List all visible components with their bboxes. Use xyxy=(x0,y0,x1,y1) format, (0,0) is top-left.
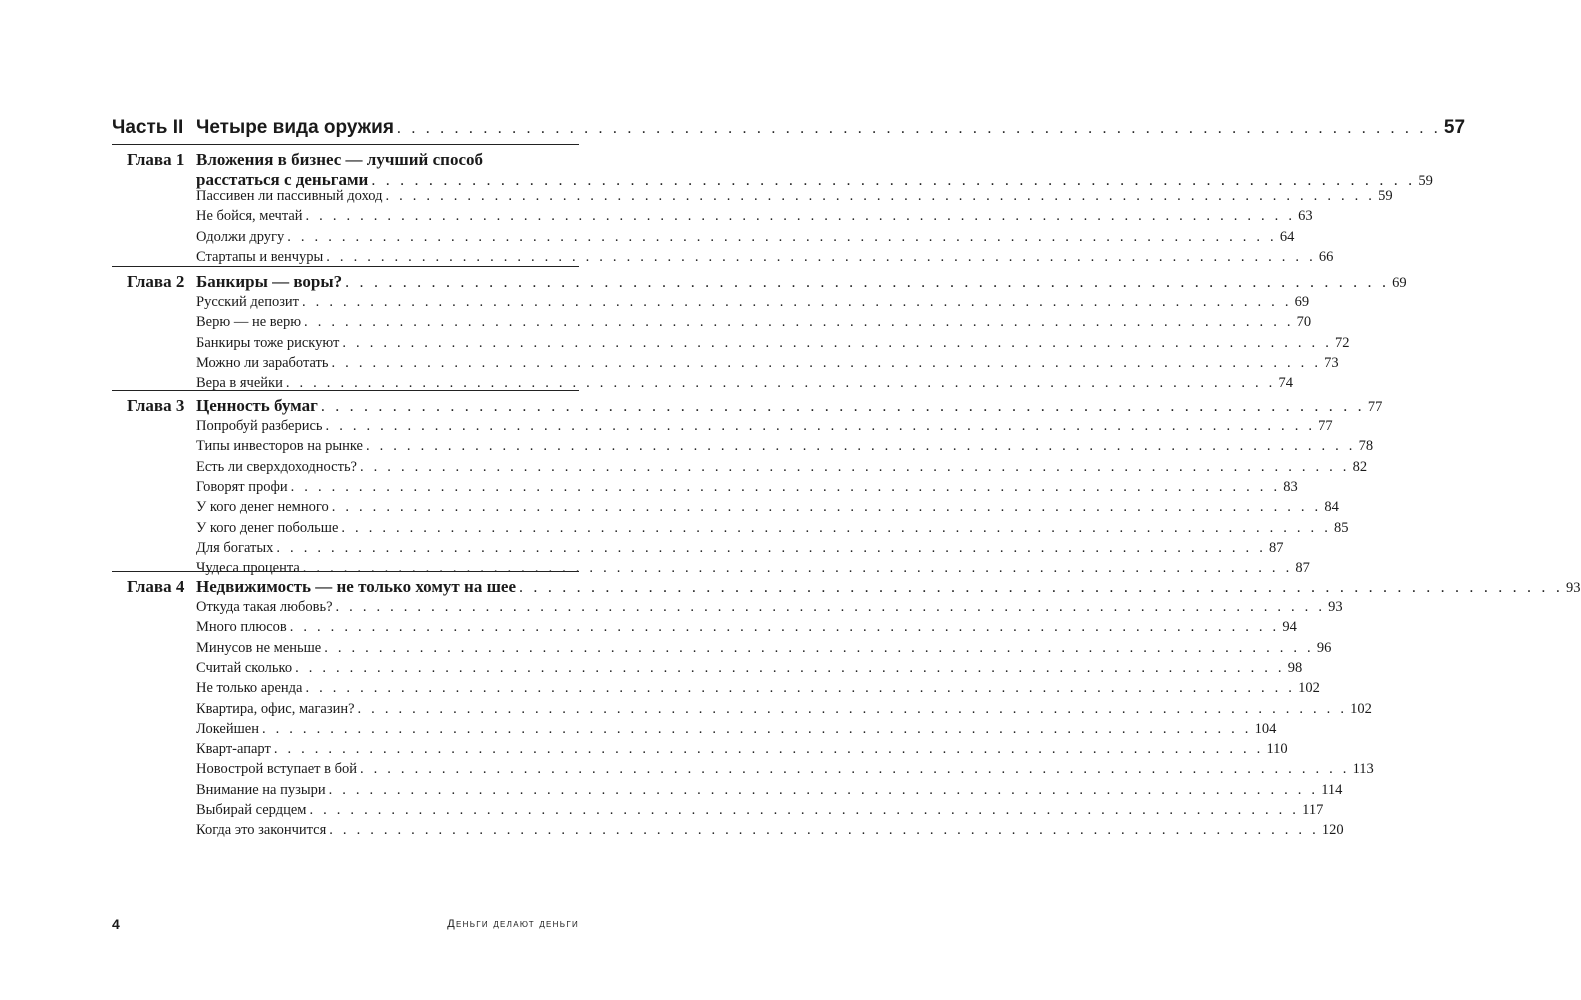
section-row xyxy=(196,418,1333,435)
chapter-row xyxy=(196,170,1433,190)
part-row xyxy=(196,117,1466,139)
section-page: 82 xyxy=(1352,458,1368,475)
section-title: Кварт-апарт xyxy=(196,741,271,758)
section-page: 63 xyxy=(1298,208,1313,225)
leader-dots: . . . . . . . . . . . . . . . . . . . . . . . . . . . . . . . . . . . . . . . . . . . . . . . . . . . . . . . . . . . . . . . . . . . . . . . . . xyxy=(357,700,1348,717)
section-title: Говорят профи xyxy=(196,478,288,495)
section-row xyxy=(196,334,1350,352)
section-title: Банкиры тоже рискуют xyxy=(196,334,340,351)
section-page: 87 xyxy=(1295,560,1310,577)
footer-book-title: Деньги делают деньги xyxy=(447,918,579,930)
leader-dots: . . . . . . . . . . . . . . . . . . . . . . . . . . . . . . . . . . . . . . . . . . . . . . . . . . . . . . . . . . . . . . . . . . . . . . . . . xyxy=(309,802,1300,818)
separator-line xyxy=(112,266,579,267)
section-title: Есть ли сверхдоходность? xyxy=(196,458,357,475)
section-title: Не бойся, мечтай xyxy=(196,208,303,225)
leader-dots: . . . . . . . . . . . . . . . . . . . . . . . . . . . . . . . . . . . . . . . . . . . . . . . . . . . . . . . . . . . . . . . . . . . . . . . . . xyxy=(289,619,1280,636)
leader-dots: . . . . . . . . . . . . . . . . . . . . . . . . . . . . . . . . . . . . . . . . . . . . . . . . . . . . . . . . . . . . . . . . . . . . . . . . . xyxy=(295,659,1285,676)
section-page: 64 xyxy=(1279,228,1295,245)
section-row xyxy=(196,478,1298,496)
part-title: Четыре вида оружия xyxy=(196,117,394,138)
leader-dots: . . . . . . . . . . . . . . . . . . . . . . . . . . . . . . . . . . . . . . . . . . . . . . . . . . . . . . . . . . . . . . . . . . . . . . . . . xyxy=(324,639,1314,656)
section-page: 72 xyxy=(1335,334,1350,351)
chapter-row xyxy=(196,272,1407,292)
leader-dots: . . . . . . . . . . . . . . . . . . . . . . . . . . . . . . . . . . . . . . . . . . . . . . . . . . . . . . . . . . . . . . . . . . . . . . . . . xyxy=(326,248,1316,265)
section-page: 66 xyxy=(1318,248,1334,265)
chapter-row xyxy=(196,577,1581,597)
leader-dots: . . . . . . . . . . . . . . . . . . . . . . . . . . . . . . . . . . . . . . . . . . . . . . . . . . . . . . . . . . . . . . . . . . . . . . . . . xyxy=(396,120,1441,137)
section-row xyxy=(196,822,1344,839)
section-row xyxy=(196,560,1310,577)
leader-dots: . . . . . . . . . . . . . . . . . . . . . . . . . . . . . . . . . . . . . . . . . . . . . . . . . . . . . . . . . . . . . . . . . . . . . . . . . xyxy=(371,172,1416,189)
section-page: 102 xyxy=(1298,680,1320,697)
leader-dots: . . . . . . . . . . . . . . . . . . . . . . . . . . . . . . . . . . . . . . . . . . . . . . . . . . . . . . . . . . . . . . . . . . . . . . . . . xyxy=(276,539,1267,556)
chapter-page: 77 xyxy=(1367,399,1383,415)
leader-dots: . . . . . . . . . . . . . . . . . . . . . . . . . . . . . . . . . . . . . . . . . . . . . . . . . . . . . . . . . . . . . . . . . . . . . . . . . xyxy=(305,208,1296,225)
section-title: Минусов не меньше xyxy=(196,639,322,656)
section-page: 113 xyxy=(1352,761,1374,778)
section-title: Можно ли заработать xyxy=(196,354,329,371)
section-page: 83 xyxy=(1283,478,1298,495)
section-row xyxy=(196,354,1339,372)
section-page: 117 xyxy=(1302,802,1324,818)
section-row xyxy=(196,539,1284,557)
section-row xyxy=(196,208,1313,225)
section-title: У кого денег немного xyxy=(196,499,329,516)
section-row xyxy=(196,314,1312,331)
section-row xyxy=(196,680,1320,697)
chapter-row xyxy=(196,396,1383,416)
leader-dots: . . . . . . . . . . . . . . . . . . . . . . . . . . . . . . . . . . . . . . . . . . . . . . . . . . . . . . . . . . . . . . . . . . . . . . . . . xyxy=(325,418,1316,434)
section-row xyxy=(196,700,1372,718)
chapter-label: Глава 4 xyxy=(127,577,185,596)
section-title: У кого денег побольше xyxy=(196,519,339,536)
leader-dots: . . . . . . . . . . . . . . . . . . . . . . . . . . . . . . . . . . . . . . . . . . . . . . . . . . . . . . . . . . . . . . . . . . . . . . . . . xyxy=(287,228,1277,245)
section-page: 87 xyxy=(1269,539,1284,556)
chapter-title: Вложения в бизнес — лучший способ xyxy=(196,150,483,169)
section-row xyxy=(196,659,1303,677)
section-row xyxy=(196,519,1349,537)
section-page: 93 xyxy=(1328,599,1343,615)
section-row xyxy=(196,294,1310,311)
leader-dots: . . . . . . . . . . . . . . . . . . . . . . . . . . . . . . . . . . . . . . . . . . . . . . . . . . . . . . . . . . . . . . . . . . . . . . . . . xyxy=(320,398,1365,415)
part-label: Часть II xyxy=(112,117,184,138)
section-title: Для богатых xyxy=(196,539,274,556)
leader-dots: . . . . . . . . . . . . . . . . . . . . . . . . . . . . . . . . . . . . . . . . . . . . . . . . . . . . . . . . . . . . . . . . . . . . . . . . . xyxy=(285,375,1276,392)
section-page: 85 xyxy=(1334,519,1349,536)
leader-dots: . . . . . . . . . . . . . . . . . . . . . . . . . . . . . . . . . . . . . . . . . . . . . . . . . . . . . . . . . . . . . . . . . . . . . . . . . xyxy=(385,188,1376,204)
section-page: 110 xyxy=(1266,741,1288,758)
section-page: 84 xyxy=(1324,499,1339,516)
leader-dots: . . . . . . . . . . . . . . . . . . . . . . . . . . . . . . . . . . . . . . . . . . . . . . . . . . . . . . . . . . . . . . . . . . . . . . . . . xyxy=(302,560,1293,577)
section-page: 120 xyxy=(1321,822,1344,839)
chapter-page: 69 xyxy=(1392,275,1407,291)
chapter-title-cont: расстаться с деньгами xyxy=(196,170,369,189)
section-title: Когда это закончится xyxy=(196,822,327,839)
section-title: Стартапы и венчуры xyxy=(196,248,324,265)
leader-dots: . . . . . . . . . . . . . . . . . . . . . . . . . . . . . . . . . . . . . . . . . . . . . . . . . . . . . . . . . . . . . . . . . . . . . . . . . xyxy=(273,741,1264,758)
part-page: 57 xyxy=(1443,117,1466,138)
section-row xyxy=(196,228,1295,246)
leader-dots: . . . . . . . . . . . . . . . . . . . . . . . . . . . . . . . . . . . . . . . . . . . . . . . . . . . . . . . . . . . . . . . . . . . . . . . . . xyxy=(365,438,1356,455)
section-title: Русский депозит xyxy=(196,294,300,310)
section-page: 70 xyxy=(1296,314,1312,331)
chapter-title: Банкиры — воры? xyxy=(196,272,343,291)
section-title: Попробуй разберись xyxy=(196,418,323,434)
leader-dots: . . . . . . . . . . . . . . . . . . . . . . . . . . . . . . . . . . . . . . . . . . . . . . . . . . . . . . . . . . . . . . . . . . . . . . . . . xyxy=(261,720,1252,737)
section-title: Выбирай сердцем xyxy=(196,802,307,818)
leader-dots: . . . . . . . . . . . . . . . . . . . . . . . . . . . . . . . . . . . . . . . . . . . . . . . . . . . . . . . . . . . . . . . . . . . . . . . . . xyxy=(341,519,1332,536)
leader-dots: . . . . . . . . . . . . . . . . . . . . . . . . . . . . . . . . . . . . . . . . . . . . . . . . . . . . . . . . . . . . . . . . . . . . . . . . . xyxy=(305,680,1296,697)
leader-dots: . . . . . . . . . . . . . . . . . . . . . . . . . . . . . . . . . . . . . . . . . . . . . . . . . . . . . . . . . . . . . . . . . . . . . . . . . xyxy=(331,499,1322,516)
section-title: Откуда такая любовь? xyxy=(196,599,333,615)
section-page: 114 xyxy=(1321,781,1343,798)
separator-line xyxy=(112,390,579,391)
section-title: Одолжи другу xyxy=(196,228,285,245)
section-row xyxy=(196,639,1332,657)
chapter-label: Глава 2 xyxy=(127,272,185,291)
leader-dots: . . . . . . . . . . . . . . . . . . . . . . . . . . . . . . . . . . . . . . . . . . . . . . . . . . . . . . . . . . . . . . . . . . . . . . . . . xyxy=(328,781,1319,798)
section-page: 102 xyxy=(1350,700,1372,717)
section-title: Локейшен xyxy=(196,720,259,737)
section-row xyxy=(196,248,1334,266)
leader-dots: . . . . . . . . . . . . . . . . . . . . . . . . . . . . . . . . . . . . . . . . . . . . . . . . . . . . . . . . . . . . . . . . . . . . . . . . . xyxy=(302,294,1292,310)
section-row xyxy=(196,438,1374,455)
section-row xyxy=(196,188,1393,205)
section-page: 73 xyxy=(1324,354,1339,371)
section-page: 98 xyxy=(1287,659,1303,676)
leader-dots: . . . . . . . . . . . . . . . . . . . . . . . . . . . . . . . . . . . . . . . . . . . . . . . . . . . . . . . . . . . . . . . . . . . . . . . . . xyxy=(359,761,1350,778)
chapter-label: Глава 1 xyxy=(127,150,185,169)
section-row xyxy=(196,619,1297,636)
section-page: 104 xyxy=(1254,720,1277,737)
section-title: Внимание на пузыри xyxy=(196,781,326,798)
leader-dots: . . . . . . . . . . . . . . . . . . . . . . . . . . . . . . . . . . . . . . . . . . . . . . . . . . . . . . . . . . . . . . . . . . . . . . . . . xyxy=(304,314,1294,331)
section-page: 74 xyxy=(1278,375,1293,392)
section-page: 78 xyxy=(1358,438,1374,455)
section-page: 77 xyxy=(1318,418,1333,434)
section-title: Считай сколько xyxy=(196,659,293,676)
chapter-page: 93 xyxy=(1566,580,1581,596)
section-row xyxy=(196,599,1343,616)
chapter-page: 59 xyxy=(1418,173,1433,189)
section-page: 96 xyxy=(1316,639,1332,656)
leader-dots: . . . . . . . . . . . . . . . . . . . . . . . . . . . . . . . . . . . . . . . . . . . . . . . . . . . . . . . . . . . . . . . . . . . . . . . . . xyxy=(290,478,1281,495)
chapter-label: Глава 3 xyxy=(127,396,185,415)
section-title: Верю — не верю xyxy=(196,314,302,331)
section-title: Чудеса процента xyxy=(196,560,300,577)
section-page: 59 xyxy=(1378,188,1393,204)
section-title: Пассивен ли пассивный доход xyxy=(196,188,383,204)
leader-dots: . . . . . . . . . . . . . . . . . . . . . . . . . . . . . . . . . . . . . . . . . . . . . . . . . . . . . . . . . . . . . . . . . . . . . . . . . xyxy=(331,354,1322,371)
leader-dots: . . . . . . . . . . . . . . . . . . . . . . . . . . . . . . . . . . . . . . . . . . . . . . . . . . . . . . . . . . . . . . . . . . . . . . . . . xyxy=(519,579,1564,596)
separator-line xyxy=(112,144,579,145)
footer-page-number: 4 xyxy=(112,916,120,932)
section-page: 94 xyxy=(1282,619,1297,636)
chapter-title: Ценность бумаг xyxy=(196,396,318,415)
section-row xyxy=(196,802,1324,819)
section-title: Не только аренда xyxy=(196,680,303,697)
leader-dots: . . . . . . . . . . . . . . . . . . . . . . . . . . . . . . . . . . . . . . . . . . . . . . . . . . . . . . . . . . . . . . . . . . . . . . . . . xyxy=(329,822,1319,839)
section-row xyxy=(196,761,1374,778)
section-row xyxy=(196,741,1288,758)
section-page: 69 xyxy=(1294,294,1310,310)
section-row xyxy=(196,499,1339,516)
section-title: Квартира, офис, магазин? xyxy=(196,700,355,717)
section-row xyxy=(196,781,1343,799)
section-row xyxy=(196,720,1277,738)
chapter-title: Недвижимость — не только хомут на шее xyxy=(196,577,517,596)
leader-dots: . . . . . . . . . . . . . . . . . . . . . . . . . . . . . . . . . . . . . . . . . . . . . . . . . . . . . . . . . . . . . . . . . . . . . . . . . xyxy=(342,334,1333,351)
section-title: Новострой вступает в бой xyxy=(196,761,357,778)
section-title: Вера в ячейки xyxy=(196,375,283,392)
section-title: Много плюсов xyxy=(196,619,287,636)
leader-dots: . . . . . . . . . . . . . . . . . . . . . . . . . . . . . . . . . . . . . . . . . . . . . . . . . . . . . . . . . . . . . . . . . . . . . . . . . xyxy=(360,458,1350,475)
section-row xyxy=(196,458,1368,476)
separator-line xyxy=(112,571,579,572)
section-title: Типы инвесторов на рынке xyxy=(196,438,363,455)
leader-dots: . . . . . . . . . . . . . . . . . . . . . . . . . . . . . . . . . . . . . . . . . . . . . . . . . . . . . . . . . . . . . . . . . . . . . . . . . xyxy=(345,274,1390,291)
leader-dots: . . . . . . . . . . . . . . . . . . . . . . . . . . . . . . . . . . . . . . . . . . . . . . . . . . . . . . . . . . . . . . . . . . . . . . . . . xyxy=(335,599,1326,615)
